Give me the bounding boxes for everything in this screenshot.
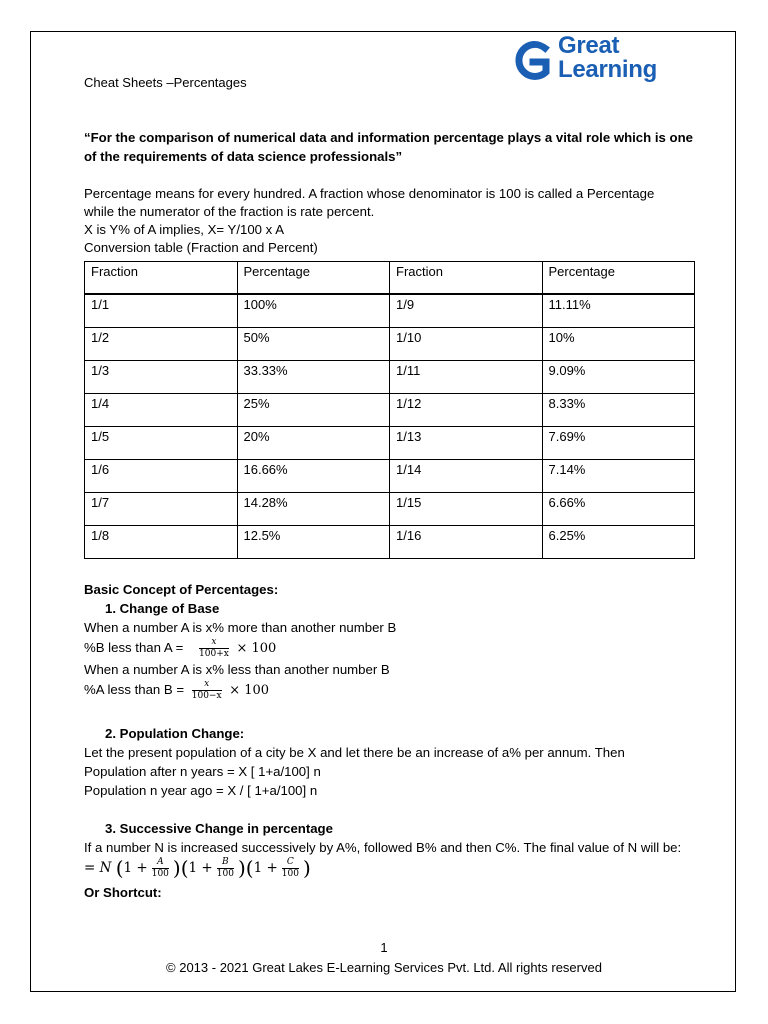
- fraction: [192, 679, 222, 702]
- term-one: 1 +: [123, 860, 148, 876]
- fraction: [217, 857, 234, 880]
- table-cell: 1/4: [85, 394, 238, 427]
- fraction-numerator: x: [199, 637, 229, 649]
- table-cell: 20%: [237, 427, 390, 460]
- fraction-numerator: B: [217, 857, 234, 869]
- fraction-denominator: 100+x: [199, 649, 229, 659]
- table-cell: 33.33%: [237, 361, 390, 394]
- table-cell: 1/14: [390, 460, 543, 493]
- formula-a-less-than-b: [84, 679, 744, 702]
- subsection-title-change-of-base: 1. Change of Base: [105, 601, 220, 616]
- table-cell: 1/10: [390, 328, 543, 361]
- table-header-row: [85, 262, 695, 295]
- table-cell: 50%: [237, 328, 390, 361]
- table-cell: 1/2: [85, 328, 238, 361]
- table-row: [85, 493, 695, 526]
- table-cell: 1/3: [85, 361, 238, 394]
- subsection-title-population-change: 2. Population Change:: [105, 726, 245, 741]
- conversion-table: [84, 261, 695, 559]
- table-cell: 1/6: [85, 460, 238, 493]
- logo-wordmark: [558, 34, 657, 82]
- shortcut-heading: Or Shortcut:: [84, 885, 162, 900]
- table-row: [85, 460, 695, 493]
- fraction-numerator: A: [152, 857, 169, 869]
- table-header-cell: Percentage: [542, 262, 695, 295]
- table-row: [85, 294, 695, 328]
- population-line-3: Population n year ago = X / [ 1+a/100] n: [84, 783, 318, 798]
- table-header-cell: Fraction: [390, 262, 543, 295]
- table-cell: 10%: [542, 328, 695, 361]
- change-of-base-line-1: When a number A is x% more than another number B: [84, 620, 397, 635]
- table-cell: 1/12: [390, 394, 543, 427]
- table-cell: 16.66%: [237, 460, 390, 493]
- fraction-denominator: 100: [216, 869, 234, 879]
- subsection-title-successive-change: 3. Successive Change in percentage: [105, 821, 333, 836]
- table-cell: 1/1: [85, 294, 238, 328]
- table-header-cell: Fraction: [85, 262, 238, 295]
- fraction-numerator: x: [192, 679, 222, 691]
- formula-prefix: = N: [84, 860, 112, 876]
- intro-line-1: Percentage means for every hundred. A fraction whose denominator is 100 is called a Percentage: [84, 186, 655, 201]
- basic-concepts-section: [84, 580, 744, 702]
- formula-multiplier: × 100: [229, 682, 270, 698]
- table-cell: 100%: [237, 294, 390, 328]
- intro-line-3: X is Y% of A implies, X= Y/100 x A: [84, 222, 284, 237]
- logo-line-2: Learning: [558, 56, 657, 83]
- successive-change-section: [84, 819, 744, 902]
- intro-quote: “For the comparison of numerical data and information percentage plays a vital role which is one of the requirements of data science professionals”: [84, 130, 693, 164]
- table-cell: 1/9: [390, 294, 543, 328]
- formula-label: %B less than A =: [84, 639, 188, 655]
- table-row: [85, 328, 695, 361]
- fraction: [152, 857, 169, 880]
- table-cell: 25%: [237, 394, 390, 427]
- table-cell: 11.11%: [542, 294, 695, 328]
- table-cell: 1/13: [390, 427, 543, 460]
- successive-line-1: If a number N is increased successively by A%, followed B% and then C%. The final value of N will be:: [84, 840, 682, 855]
- great-learning-logo: [512, 34, 677, 90]
- fraction-denominator: 100: [151, 869, 169, 879]
- page-number: 1: [380, 940, 388, 955]
- table-cell: 1/5: [85, 427, 238, 460]
- table-row: [85, 394, 695, 427]
- table-cell: 1/8: [85, 526, 238, 559]
- change-of-base-line-2: When a number A is x% less than another number B: [84, 662, 390, 677]
- table-cell: 7.69%: [542, 427, 695, 460]
- intro-line-2: while the numerator of the fraction is rate percent.: [84, 204, 375, 219]
- table-cell: 1/15: [390, 493, 543, 526]
- table-cell: 9.09%: [542, 361, 695, 394]
- copyright-footer: © 2013 - 2021 Great Lakes E-Learning Services Pvt. Ltd. All rights reserved: [166, 960, 602, 975]
- population-line-1: Let the present population of a city be X and let there be an increase of a% per annum. Then: [84, 745, 625, 760]
- formula-b-less-than-a: [84, 637, 744, 660]
- term-one: 1 +: [188, 860, 213, 876]
- table-row: [85, 526, 695, 559]
- table-cell: 6.66%: [542, 493, 695, 526]
- fraction-denominator: 100: [281, 869, 299, 879]
- term-one: 1 +: [253, 860, 278, 876]
- table-cell: 14.28%: [237, 493, 390, 526]
- formula-label: %A less than B =: [84, 681, 185, 697]
- section-heading: Basic Concept of Percentages:: [84, 582, 279, 597]
- table-cell: 7.14%: [542, 460, 695, 493]
- table-row: [85, 361, 695, 394]
- table-cell: 1/11: [390, 361, 543, 394]
- table-row: [85, 427, 695, 460]
- formula-multiplier: × 100: [236, 640, 277, 656]
- table-cell: 12.5%: [237, 526, 390, 559]
- table-header-cell: Percentage: [237, 262, 390, 295]
- doc-label: Cheat Sheets –Percentages: [84, 75, 247, 90]
- fraction: [282, 857, 299, 880]
- fraction: [199, 637, 229, 660]
- fraction-denominator: 100−x: [191, 691, 222, 701]
- intro-text: [84, 185, 724, 257]
- table-cell: 1/7: [85, 493, 238, 526]
- logo-line-1: Great: [558, 32, 620, 59]
- successive-formula: = N (1 + $\frac{A}{100}$ )(1 + $\frac{B}{100}$ )(1 + $\frac{C}{100}$ ): [84, 856, 311, 880]
- table-cell: 1/16: [390, 526, 543, 559]
- logo-g-icon: [512, 36, 552, 88]
- table-cell: 8.33%: [542, 394, 695, 427]
- table-title: Conversion table (Fraction and Percent): [84, 240, 318, 255]
- table-cell: 6.25%: [542, 526, 695, 559]
- population-line-2: Population after n years = X [ 1+a/100] n: [84, 764, 321, 779]
- population-change-section: [84, 724, 744, 800]
- fraction-numerator: C: [282, 857, 299, 869]
